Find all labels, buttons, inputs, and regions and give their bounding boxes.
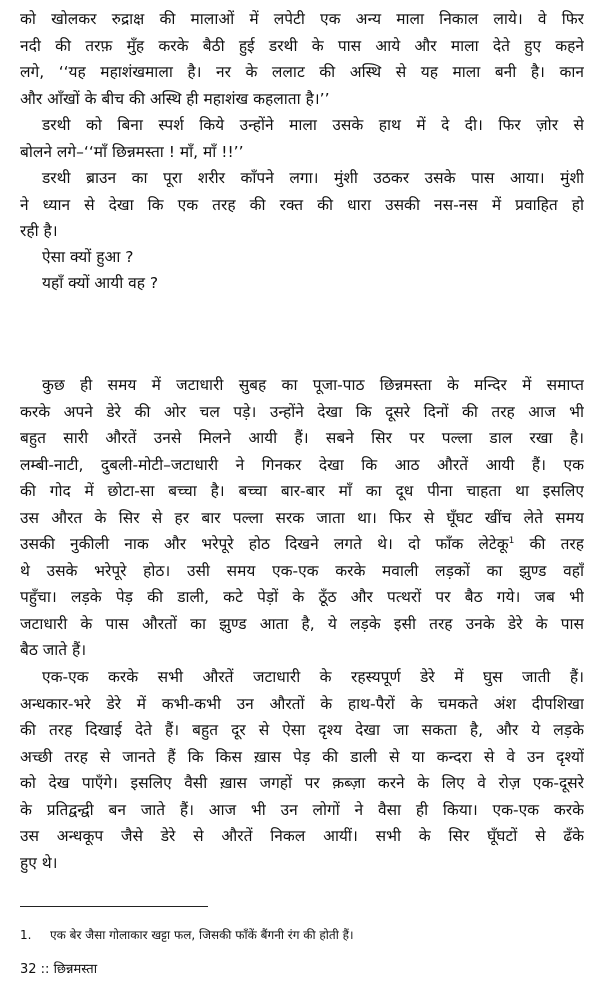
- text-line: थे उसके भरेपूरे होठ। उसी समय एक-एक करके मवाली लड़कों का झुण्ड वहाँ: [20, 561, 584, 580]
- text-line: पहुँचा। लड़के पेड़ की डाली, कटे पेड़ों के ठूँठ और पत्थरों पर बैठ गये। जब भी: [20, 588, 584, 606]
- text-line: करके अपने डेरे की ओर चल पड़े। उन्होंने देखा कि दूसरे दिनों की तरह आज भी: [20, 402, 584, 421]
- footnote-number: 1.: [20, 928, 32, 942]
- text-line: रही है।: [20, 222, 58, 240]
- text-fragment: उसकी नुकीली नाक और भरेपूरे होठ दिखने लगते थे। दो फाँक लेटेकू: [20, 535, 509, 553]
- text-line: [20, 531, 584, 558]
- text-line: अच्छी तरह से जानते हैं कि किस ख़ास पेड़ की डाली से या कन्दरा से वे उन दृश्यों: [20, 747, 584, 766]
- text-line: के प्रतिद्वन्द्वी बन जाते हैं। आज भी उन लोगों ने वैसा ही किया। एक-एक करके: [20, 800, 584, 819]
- paragraph-2: [20, 112, 584, 165]
- text-line: नदी की तरफ़ मुँह करके बैठी हुई डरथी के पास आये और माला देते हुए कहने: [20, 36, 584, 55]
- question-line: यहाँ क्यों आयी वह ?: [42, 274, 159, 292]
- text-line: डरथी को बिना स्पर्श किये उन्होंने माला उसके हाथ में दे दी। फिर ज़ोर से: [42, 116, 584, 134]
- question-line: ऐसा क्यों हुआ ?: [42, 248, 134, 266]
- text-line: बैठ जाते हैं।: [20, 641, 87, 659]
- page-folio: 32 :: छिन्नमस्ता: [20, 962, 98, 977]
- text-line: उस अन्धकूप जैसे डेरे से औरतें निकल आयीं। सभी के सिर घूँघटों से ढँके: [20, 827, 584, 845]
- text-line: हुए थे।: [20, 853, 58, 872]
- paragraph-3: [20, 165, 584, 245]
- text-line: डरथी ब्राउन का पूरा शरीर काँपने लगा। मुंशी उठकर उसके पास आया। मुंशी: [42, 169, 584, 187]
- text-line: की तरह दिखाई देते हैं। बहुत दूर से ऐसा दृश्य देखा जा सकता है, और ये लड़के: [20, 721, 584, 739]
- text-line: और आँखों के बीच की अस्थि ही महाशंख कहलाता है।’’: [20, 89, 330, 108]
- text-line: बोलने लगे–‘‘माँ छिन्नमस्ता ! माँ, माँ !!’’: [20, 142, 244, 161]
- footnote: [20, 926, 354, 944]
- paragraph-5: [20, 664, 584, 876]
- text-line: अन्धकार-भरे डेरे में कभी-कभी उन औरतों के हाथ-पैरों के चमकते अंश दीपशिखा: [20, 694, 584, 713]
- footnote-marker: 1: [508, 535, 515, 546]
- text-line: उस औरत के सिर से हर बार पल्ला सरक जाता था। फिर से घूँघट खींच लेते समय: [20, 508, 584, 527]
- text-line: की गोद में छोटा-सा बच्चा है। बच्चा बार-बार माँ का दूध पीना चाहता था इसलिए: [20, 482, 584, 500]
- footnote-divider: [20, 906, 208, 907]
- text-line: को देख पाएँगे। इसलिए वैसी ख़ास जगहों पर क़ब्ज़ा करने के लिए वे रोज़ एक-दूसरे: [20, 774, 584, 792]
- text-line: को खोलकर रुद्राक्ष की मालाओं में लपेटी एक अन्य माला निकाल लाये। वे फिर: [20, 10, 584, 28]
- text-line: लम्बी-नाटी, दुबली-मोटी–जटाधारी ने गिनकर देखा कि आठ औरतें आयी हैं। एक: [20, 455, 584, 474]
- text-line: एक-एक करके सभी औरतें जटाधारी के रहस्यपूर्ण डेरे में घुस जाती हैं।: [42, 668, 584, 686]
- text-line: कुछ ही समय में जटाधारी सुबह का पूजा-पाठ छिन्नमस्ता के मन्दिर में समाप्त: [42, 376, 584, 394]
- text-line: ने ध्यान से देखा कि एक तरह की रक्त की धारा उसकी नस-नस में प्रवाहित हो: [20, 195, 584, 214]
- paragraph-4: [20, 372, 584, 664]
- paragraph-1: [20, 6, 584, 112]
- text-fragment: की तरह: [514, 535, 584, 553]
- text-line: बहुत सारी औरतें उनसे मिलने आयी हैं। सबने सिर पर पल्ला डाल रखा है।: [20, 429, 584, 447]
- text-line: जटाधारी के पास औरतों का झुण्ड आता है, ये लड़के इसी तरह उनके डेरे के पास: [20, 614, 584, 633]
- footnote-text: एक बेर जैसा गोलाकार खट्टा फल, जिसकी फाँकें बैंगनी रंग की होती हैं।: [50, 928, 354, 942]
- text-line: लगे, ‘‘यह महाशंखमाला है। नर के ललाट की अस्थि से यह माला बनी है। कान: [20, 63, 584, 81]
